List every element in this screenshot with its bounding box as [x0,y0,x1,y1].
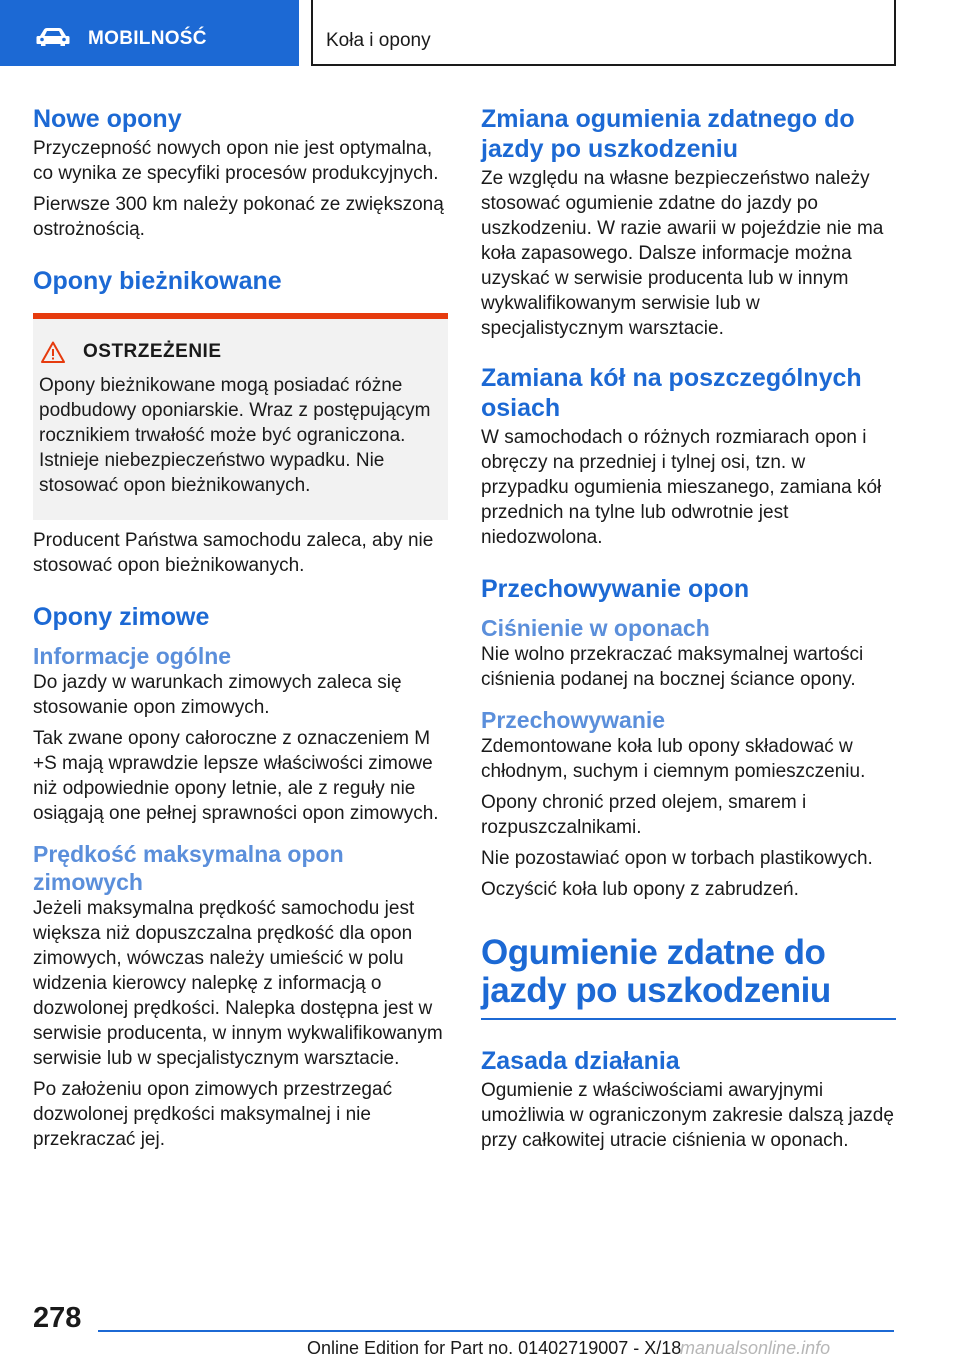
watermark: manualsonline.info [680,1338,831,1358]
paragraph: Ogumienie z właściwościami awaryjnymi umożliwia w ograniczonym zakresie dalszą jazdę przy całkowitej utracie ciśnienia w oponach. [481,1080,894,1151]
paragraph: Producent Państwa samochodu zaleca, aby nie stosować opon bieżnikowanych. [33,530,434,576]
heading-wheel-swap: Zamiana kół na poszczególnych osiach [481,364,862,422]
paragraph: Opony chronić przed olejem, smarem i rozpuszczalnikami. [481,792,807,838]
heading-tyre-storage: Przechowywanie opon [481,575,750,603]
heading-runflat: Ogumienie zdatne do jazdy po uszkodzeniu [481,933,831,1010]
section-label: MOBILNOŚĆ [88,28,207,49]
paragraph: Nie pozostawiać opon w torbach plastikowych. [481,848,873,869]
section-tab [0,0,299,66]
paragraph: Po założeniu opon zimowych przestrzegać dozwolonej prędkości maksymalnej i nie przekraczać jej. [33,1079,393,1150]
heading-retreaded: Opony bieżnikowane [33,267,282,295]
car-icon [36,27,70,47]
paragraph: Ze względu na własne bezpieczeństwo należy stosować ogumienie zdatne do jazdy po uszkodzeniu. W razie awarii w pojeździe nie ma koła zapasowego. Dalsze informacje można uzyskać w serwisie producenta lub w innym wykwalifikowanym serwisie lub w specjalistycznym warsztacie. [481,168,884,339]
page-header [0,0,960,66]
chapter-title: Koła i opony [326,30,431,51]
paragraph: Jeżeli maksymalna prędkość samochodu jest większa niż dopuszczalna prędkość dla opon zimowych, wówczas należy umieścić w polu widzenia kierowcy nalepkę z informacją o dozwolonej prędkości. Nalepka dostępna jest w serwisie producenta, w innym wykwalifikowanym serwisie lub w specjalistycznym warsztacie. [33,898,443,1069]
heading-tyre-pressure: Ciśnienie w oponach [481,615,710,641]
paragraph: W samochodach o różnych rozmiarach opon i obręczy na przedniej i tylnej osi, tzn. w przypadku ogumienia mieszanego, zamiana kół przednich na tylne lub odwrotnie jest niedozwolona. [481,427,882,548]
left-column [33,100,448,1152]
edition-footer: Online Edition for Part no. 01402719007 - X/18 [307,1338,682,1358]
footer-rule [98,1330,894,1332]
warning-triangle-icon [41,341,65,363]
heading-winter: Opony zimowe [33,603,210,631]
paragraph: Pierwsze 300 km należy pokonać ze zwiększoną ostrożnością. [33,194,444,240]
heading-general-info: Informacje ogólne [33,643,232,669]
heading-storage: Przechowywanie [481,707,666,733]
warning-text: Opony bieżnikowane mogą posiadać różne podbudowy oponiarskie. Wraz z postępującym rocznikiem trwałość może być ograniczona. Istnieje niebezpieczeństwo wypadku. Nie stosować opon bieżnikowanych. [39,375,431,496]
paragraph: Do jazdy w warunkach zimowych zaleca się stosowanie opon zimowych. [33,672,402,718]
paragraph: Zdemontowane koła lub opony składować w chłodnym, suchym i ciemnym pomieszczeniu. [481,736,866,782]
heading-principle: Zasada działania [481,1047,680,1075]
paragraph: Tak zwane opony całoroczne z oznaczeniem M +S mają wprawdzie lepsze właściwości zimowe niż odpowiednie opony letnie, ale z reguły nie osiągają one pełnej sprawności opon zimowych. [33,728,439,824]
heading-underline [481,1018,896,1020]
heading-runflat-change: Zmiana ogumienia zdatnego do jazdy po uszkodzeniu [481,105,855,163]
warning-title: OSTRZEŻENIE [83,341,222,362]
warning-header [39,339,440,365]
paragraph: Oczyścić koła lub opony z zabrudzeń. [481,879,799,900]
paragraph: Przyczepność nowych opon nie jest optymalna, co wynika ze specyfiki procesów produkcyjnych. [33,138,439,184]
paragraph: Nie wolno przekraczać maksymalnej wartości ciśnienia podanej na bocznej ściance opony. [481,644,864,690]
right-column [481,100,896,1153]
warning-box [33,313,448,520]
page-number: 278 [33,1302,82,1334]
heading-new-tyres: Nowe opony [33,105,182,133]
heading-winter-speed: Prędkość maksymalna opon zimowych [33,841,344,895]
